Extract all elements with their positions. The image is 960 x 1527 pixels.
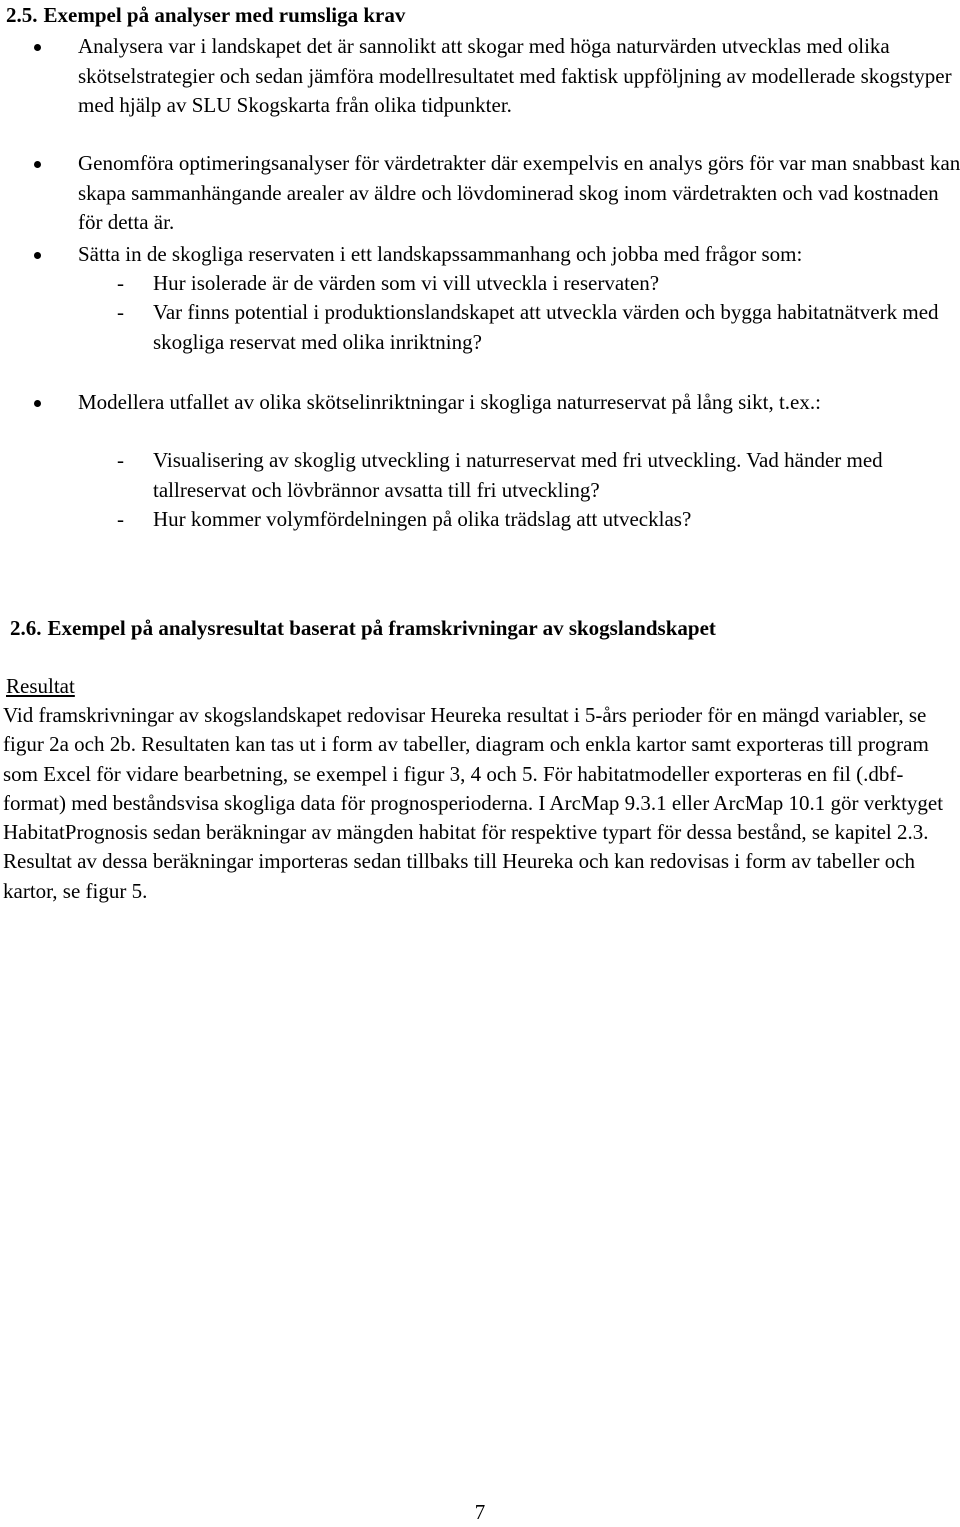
dash-item [117, 446, 953, 505]
bullet-text: Analysera var i landskapet det är sannolikt att skogar med höga naturvärden utvecklas med olika skötselstrategier och sedan jämföra modellresultatet med faktisk uppföljning av modellerade skogstyper med hjälp av SLU Skogskarta från olika tidpunkter. [78, 34, 952, 117]
page-number: 7 [474, 1500, 486, 1524]
dash-marker: - [117, 300, 124, 324]
bullet-text: Sätta in de skogliga reservaten i ett landskapssammanhang och jobba med frågor som: [78, 242, 803, 266]
section-title: Exempel på analysresultat baserat på framskrivningar av skogslandskapet [47, 616, 716, 640]
section-2-5-heading [6, 1, 405, 30]
section-number: 2.5. [6, 3, 38, 27]
dash-item [117, 269, 953, 299]
bullet-dot-icon [34, 44, 41, 51]
dash-item [117, 298, 953, 357]
section-number: 2.6. [10, 616, 42, 640]
bullet-dot-icon [34, 161, 41, 168]
bullet-item [78, 32, 960, 121]
result-paragraph: Vid framskrivningar av skogslandskapet redovisar Heureka resultat i 5-års perioder för en mängd variabler, se figur 2a och 2b. Resultaten kan tas ut i form av tabeller, diagram och enkla kartor samt exporteras till program som Excel för vidare bearbetning, se exempel i figur 3, 4 och 5. För habitatmodeller exporteras en fil (.dbf-format) med beståndsvisa skogliga data för prognosperioderna. I ArcMap 9.3.1 eller ArcMap 10.1 gör verktyget HabitatPrognosis sedan beräkningar av mängden habitat för respektive typart för dessa bestånd, se kapitel 2.3. Resultat av dessa beräkningar importeras sedan tillbaks till Heureka och kan redovisas i form av tabeller och kartor, se figur 5. [3, 703, 944, 903]
bullet-text: Modellera utfallet av olika skötselinriktningar i skogliga naturreservat på lång sikt, t.ex.: [78, 390, 821, 414]
dash-item-text: Hur isolerade är de värden som vi vill utveckla i reservaten? [153, 271, 660, 295]
bullet-item [78, 388, 960, 418]
dash-item-text: Var finns potential i produktionslandskapet att utveckla värden och bygga habitatnätverk med skogliga reservat med olika inriktning? [153, 300, 939, 354]
dash-item-text: Visualisering av skoglig utveckling i naturreservat med fri utveckling. Vad händer med tallreservat och lövbrännor avsatta till fri utveckling? [153, 448, 883, 502]
bullet-dot-icon [34, 252, 41, 259]
dash-marker: - [117, 507, 124, 531]
dash-marker: - [117, 448, 124, 472]
bullet-item [78, 240, 960, 270]
section-2-6-heading [10, 614, 716, 643]
result-subtitle: Resultat [6, 674, 75, 698]
dash-item-text: Hur kommer volymfördelningen på olika trädslag att utvecklas? [153, 507, 692, 531]
bullet-item [78, 149, 960, 238]
bullet-dot-icon [34, 400, 41, 407]
bullet-text: Genomföra optimeringsanalyser för värdetrakter där exempelvis en analys görs för var man snabbast kan skapa sammanhängande arealer av äldre och lövdominerad skog inom värdetrakten och vad kostnaden för detta är. [78, 151, 960, 234]
dash-item [117, 505, 953, 535]
section-title: Exempel på analyser med rumsliga krav [43, 3, 406, 27]
dash-marker: - [117, 271, 124, 295]
